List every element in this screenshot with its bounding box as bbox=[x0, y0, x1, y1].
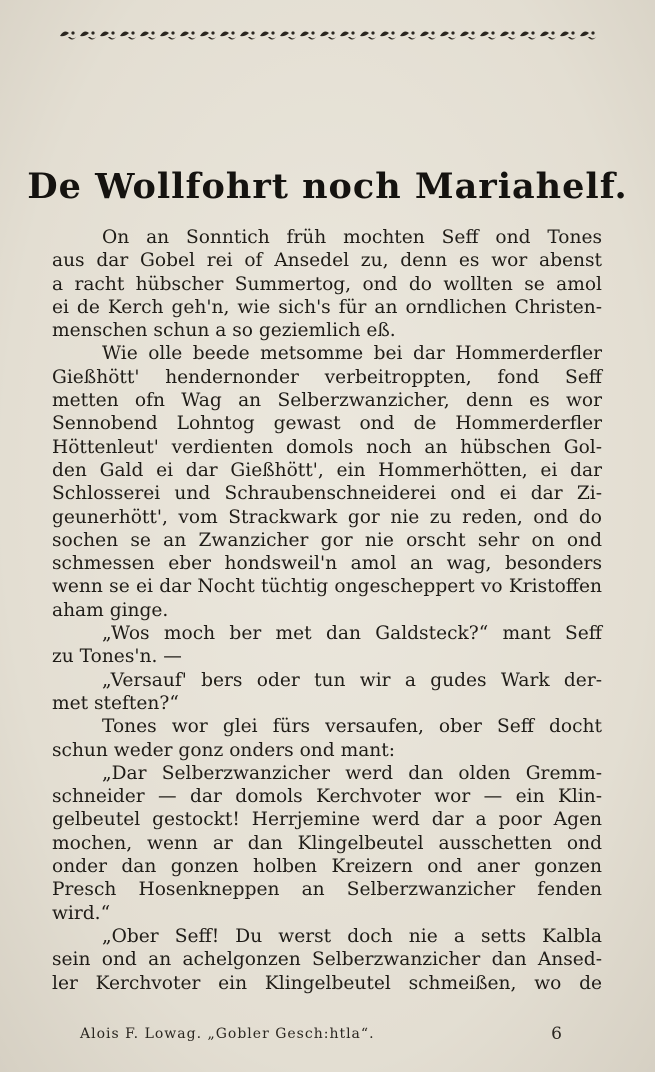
ornament-curl bbox=[428, 37, 436, 40]
ornament-curl bbox=[468, 37, 476, 40]
text-line: onder dan gonzen holben Kreizern ond aner gonzen bbox=[52, 856, 602, 878]
ornament-curl bbox=[408, 37, 416, 40]
ornament-curl bbox=[368, 37, 376, 40]
ornament-curl bbox=[488, 37, 496, 40]
ornament-curl bbox=[148, 37, 156, 40]
ornament-leaf bbox=[400, 32, 409, 37]
ornament-dot bbox=[511, 31, 514, 34]
ornament-leaf bbox=[540, 32, 549, 37]
ornament-leaf bbox=[300, 32, 309, 37]
ornament-dot bbox=[451, 31, 454, 34]
text-line: a racht hübscher Summertog, ond do wollten se amol bbox=[52, 273, 602, 295]
ornament-dot bbox=[551, 31, 554, 34]
text-line: On an Sonntich früh mochten Seff ond Tones bbox=[102, 227, 602, 248]
ornament-dot bbox=[131, 31, 134, 34]
ornament-dot bbox=[591, 31, 594, 34]
text-line: wenn se ei dar Nocht tüchtig ongescheppert vo Kristoffen bbox=[52, 576, 602, 598]
ornament-dot bbox=[331, 31, 334, 34]
ornament-leaf bbox=[160, 32, 169, 37]
ornament-leaf bbox=[480, 32, 489, 37]
ornament-curl bbox=[308, 37, 316, 40]
ornament-curl bbox=[228, 37, 236, 40]
ornament-curl bbox=[188, 37, 196, 40]
ornament-dot bbox=[271, 31, 274, 34]
ornament-curl bbox=[268, 37, 276, 40]
text-line: Höttenleut' verdienten domols noch an hübschen Gol- bbox=[52, 436, 602, 458]
ornament-dot bbox=[411, 31, 414, 34]
ornament-leaf bbox=[520, 32, 529, 37]
ornament-leaf bbox=[460, 32, 469, 37]
paragraph bbox=[52, 226, 602, 342]
paragraph bbox=[52, 342, 602, 622]
ornament-leaf bbox=[260, 32, 269, 37]
ornament-dot bbox=[191, 31, 194, 34]
text-line: schun weder gonz onders ond mant: bbox=[52, 739, 396, 761]
ornament-leaf bbox=[360, 32, 369, 37]
ornament-curl bbox=[328, 37, 336, 40]
ornament-leaf bbox=[500, 32, 509, 37]
body-text bbox=[52, 226, 602, 995]
ornament-curl bbox=[388, 37, 396, 40]
ornament-dot bbox=[291, 31, 294, 34]
ornament-leaf bbox=[140, 32, 149, 37]
text-line: ei de Kerch geh'n, wie sich's für an orndlichen Christen- bbox=[52, 296, 602, 318]
ornament-curl bbox=[348, 37, 356, 40]
chapter-title: De Wollfohrt noch Mariahelf. bbox=[27, 166, 628, 207]
ornament-dot bbox=[251, 31, 254, 34]
text-line: aus dar Gobel rei of Ansedel zu, denn es wor abenst bbox=[52, 250, 602, 272]
ornament-curl bbox=[288, 37, 296, 40]
ornament-dot bbox=[471, 31, 474, 34]
ornament-curl bbox=[568, 37, 576, 40]
ornament-dot bbox=[171, 31, 174, 34]
ornament-leaf bbox=[100, 32, 109, 37]
ornament-curl bbox=[248, 37, 256, 40]
text-line: geunerhött', vom Strackwark gor nie zu reden, ond do bbox=[52, 506, 602, 528]
ornament-curl bbox=[108, 37, 116, 40]
ornament-leaf bbox=[60, 32, 69, 37]
ornament-curl bbox=[528, 37, 536, 40]
ornament-dot bbox=[231, 31, 234, 34]
decorative-ornament-border bbox=[58, 28, 598, 44]
ornament-dot bbox=[71, 31, 74, 34]
paragraph bbox=[52, 715, 602, 762]
ornament-leaf bbox=[420, 32, 429, 37]
ornament-dot bbox=[151, 31, 154, 34]
ornament-curl bbox=[208, 37, 216, 40]
text-line: „Dar Selberzwanzicher werd dan olden Gremm- bbox=[102, 762, 602, 784]
paragraph bbox=[52, 762, 602, 925]
ornament-dot bbox=[111, 31, 114, 34]
paragraph bbox=[52, 925, 602, 995]
text-line: schmessen eber hondsweil'n amol an wag, besonders bbox=[52, 553, 602, 575]
ornament-leaf bbox=[340, 32, 349, 37]
text-line: ler Kerchvoter ein Klingelbeutel schmeißen, wo de bbox=[52, 972, 602, 994]
ornament-leaf bbox=[200, 32, 209, 37]
ornament-leaf bbox=[580, 32, 589, 37]
ornament-curl bbox=[588, 37, 596, 40]
text-line: wird.“ bbox=[52, 902, 111, 924]
page-number: 6 bbox=[551, 1024, 562, 1044]
text-line: sochen se an Zwanzicher gor nie orscht sehr on ond bbox=[52, 529, 602, 551]
ornament-dot bbox=[531, 31, 534, 34]
text-line: Schlosserei und Schraubenschneiderei ond ei dar Zi- bbox=[52, 483, 602, 505]
text-line: Wie olle beede metsomme bei dar Hommerderfler bbox=[102, 343, 602, 365]
text-line: „Wos moch ber met dan Galdsteck?“ mant Seff bbox=[102, 623, 602, 645]
text-line: sein ond an achelgonzen Selberzwanzicher dan Ansed- bbox=[52, 949, 602, 971]
text-line: Presch Hosenkneppen an Selberzwanzicher fenden bbox=[52, 879, 602, 901]
text-line: aham ginge. bbox=[52, 599, 169, 621]
ornament-curl bbox=[68, 37, 76, 40]
ornament-curl bbox=[128, 37, 136, 40]
ornament-leaf bbox=[440, 32, 449, 37]
text-line: Gießhött' hendernonder verbeitroppten, fond Seff bbox=[52, 366, 602, 388]
text-line: schneider — dar domols Kerchvoter wor — ein Klin- bbox=[52, 786, 602, 808]
ornament-leaf bbox=[240, 32, 249, 37]
text-line: Sennobend Lohntog gewast ond de Hommerderfler bbox=[52, 413, 602, 435]
ornament-leaf bbox=[120, 32, 129, 37]
ornament-curl bbox=[448, 37, 456, 40]
ornament-leaf bbox=[280, 32, 289, 37]
ornament-leaf bbox=[320, 32, 329, 37]
footer-credit: Alois F. Lowag. „Gobler Gesch:htla“. bbox=[80, 1026, 375, 1042]
ornament-curl bbox=[88, 37, 96, 40]
text-line: den Gald ei dar Gießhött', ein Hommerhötten, ei dar bbox=[52, 459, 602, 481]
text-line: gelbeutel gestockt! Herrjemine werd dar a poor Agen bbox=[52, 809, 602, 831]
text-line: „Ober Seff! Du werst doch nie a setts Kalbla bbox=[102, 925, 602, 947]
ornament-leaf bbox=[560, 32, 569, 37]
text-line: met steften?“ bbox=[52, 692, 179, 714]
ornament-leaf bbox=[380, 32, 389, 37]
ornament-dot bbox=[91, 31, 94, 34]
paragraph bbox=[52, 669, 602, 716]
ornament-dot bbox=[351, 31, 354, 34]
text-line: menschen schun a so geziemlich eß. bbox=[52, 320, 396, 342]
ornament-dot bbox=[211, 31, 214, 34]
ornament-dot bbox=[371, 31, 374, 34]
ornament-leaf bbox=[220, 32, 229, 37]
text-line: mochen, wenn ar dan Klingelbeutel ausschetten ond bbox=[52, 832, 602, 854]
text-line: Tones wor glei fürs versaufen, ober Seff docht bbox=[102, 716, 602, 738]
text-line: metten ofn Wag an Selberzwanzicher, denn es wor bbox=[52, 390, 602, 412]
paragraph bbox=[52, 622, 602, 669]
ornament-leaf bbox=[180, 32, 189, 37]
text-line: „Versauf' bers oder tun wir a gudes Wark der- bbox=[102, 669, 602, 691]
ornament-dot bbox=[391, 31, 394, 34]
ornament-curl bbox=[508, 37, 516, 40]
ornament-curl bbox=[548, 37, 556, 40]
ornament-dot bbox=[311, 31, 314, 34]
ornament-leaf bbox=[80, 32, 89, 37]
ornament-dot bbox=[571, 31, 574, 34]
ornament-dot bbox=[431, 31, 434, 34]
ornament-curl bbox=[168, 37, 176, 40]
text-line: zu Tones'n. — bbox=[52, 646, 182, 668]
ornament-dot bbox=[491, 31, 494, 34]
